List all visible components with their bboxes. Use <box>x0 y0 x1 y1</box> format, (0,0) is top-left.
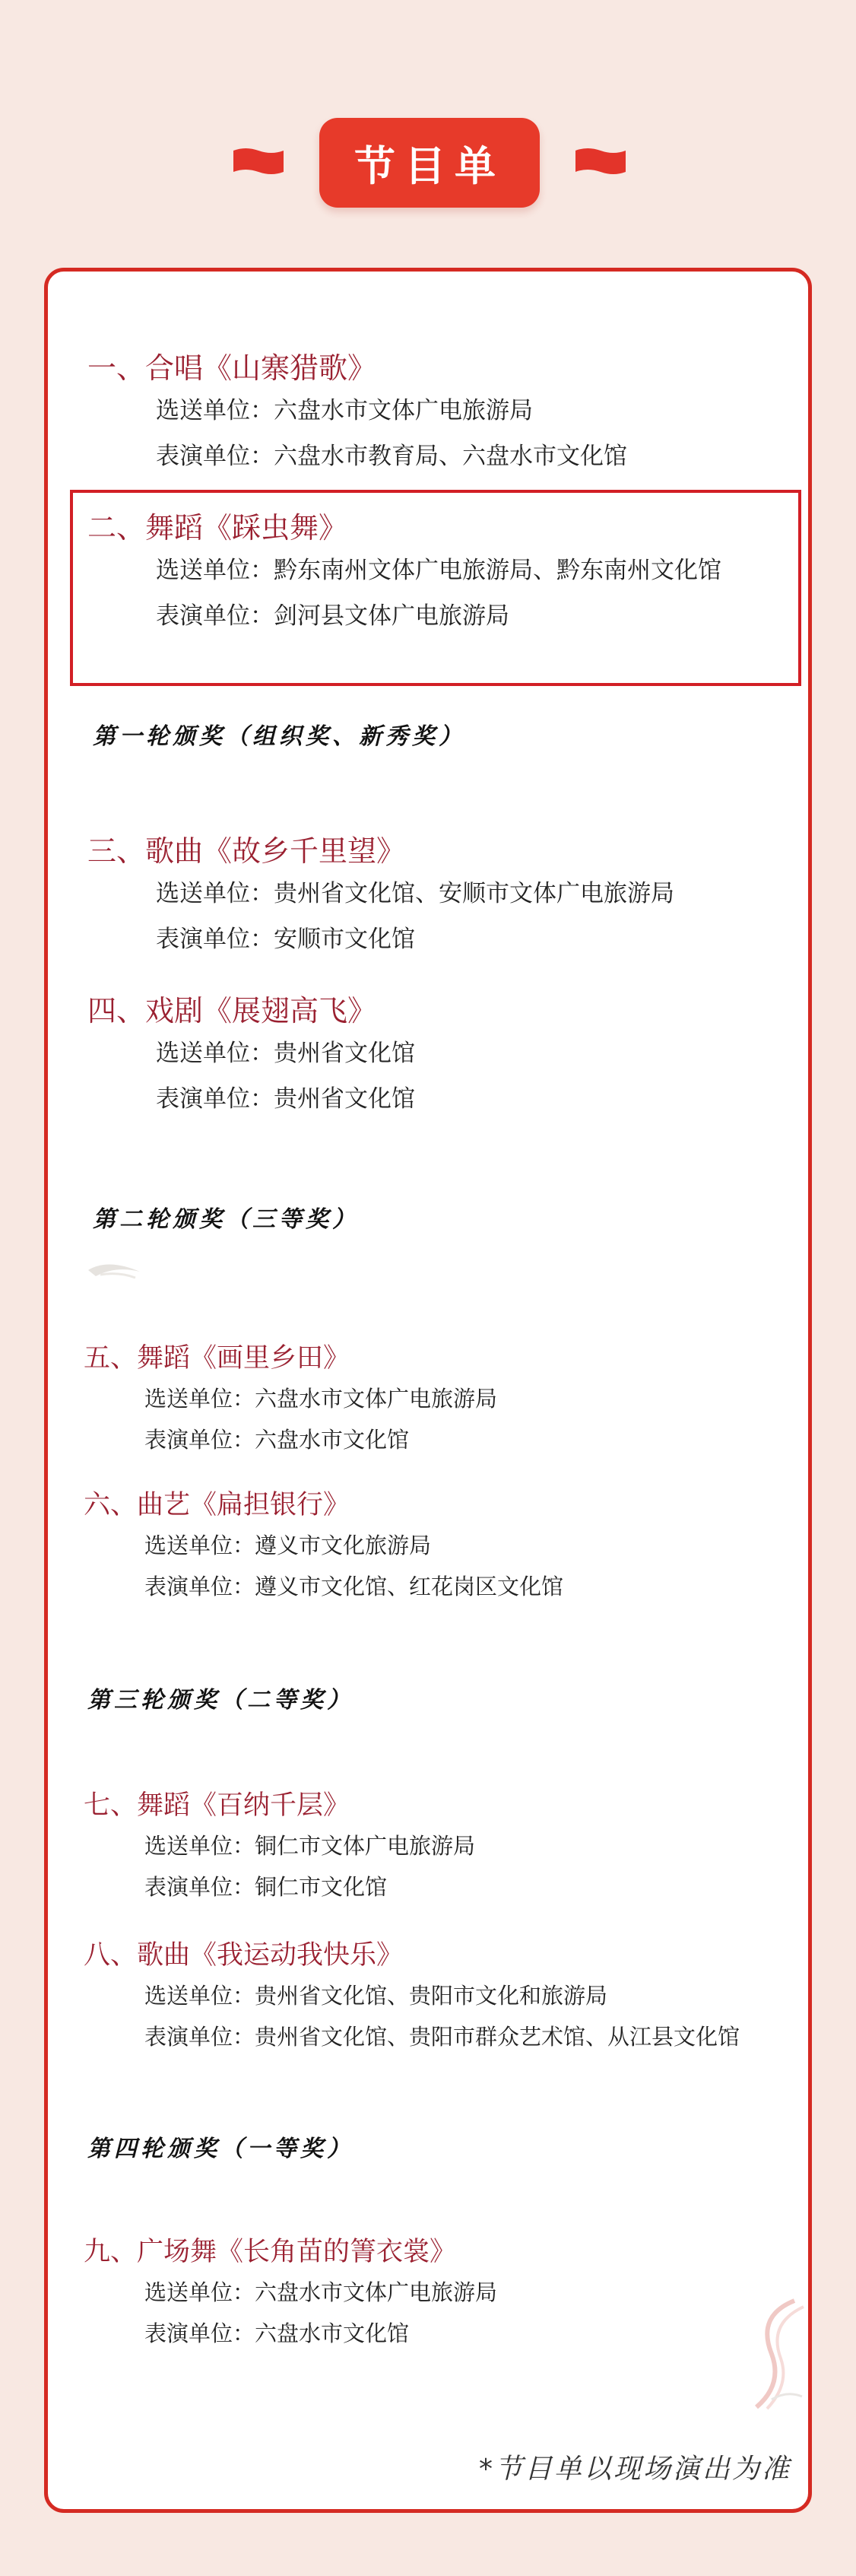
program-item <box>84 1786 475 1907</box>
program-line: 表演单位：六盘水市文化馆 <box>144 1427 410 1453</box>
program-line: 表演单位：六盘水市文化馆 <box>144 2320 410 2346</box>
program-line: 表演单位：铜仁市文化馆 <box>144 1874 388 1900</box>
award-round: 第二轮颁奖（三等奖） <box>93 1206 359 1233</box>
program-title: 二、舞蹈《踩虫舞》 <box>87 511 348 545</box>
flag-icon <box>232 146 285 176</box>
brush-stroke-decoration <box>85 1255 146 1285</box>
program-title: 六、曲艺《扁担银行》 <box>84 1490 350 1520</box>
program-item <box>84 1936 740 2057</box>
program-title: 七、舞蹈《百纳千层》 <box>84 1790 350 1821</box>
program-line: 选送单位：贵州省文化馆 <box>156 1040 415 1067</box>
award-round: 第四轮颁奖（一等奖） <box>87 2136 353 2162</box>
program-item <box>87 508 721 639</box>
program-title: 八、歌曲《我运动我快乐》 <box>84 1940 404 1971</box>
award-round: 第一轮颁奖（组织奖、新秀奖） <box>93 723 465 750</box>
program-title: 九、广场舞《长角苗的箐衣裳》 <box>84 2237 457 2267</box>
program-line: 选送单位：六盘水市文体广电旅游局 <box>144 2279 498 2305</box>
program-item <box>87 991 415 1122</box>
program-line: 选送单位：遵义市文化旅游局 <box>144 1533 432 1558</box>
program-line: 选送单位：六盘水市文体广电旅游局 <box>144 1386 498 1412</box>
program-title: 五、舞蹈《画里乡田》 <box>84 1343 350 1374</box>
program-line: 表演单位：六盘水市教育局、六盘水市文化馆 <box>156 443 627 470</box>
program-line: 表演单位：遵义市文化馆、红花岗区文化馆 <box>144 1574 564 1599</box>
program-line: 选送单位：贵州省文化馆、安顺市文体广电旅游局 <box>156 880 674 907</box>
header <box>0 114 856 213</box>
page-title: 节目单 <box>319 118 540 208</box>
program-line: 选送单位：六盘水市文体广电旅游局 <box>156 397 533 424</box>
program-title: 一、合唱《山寨猎歌》 <box>87 351 377 385</box>
program-item <box>87 348 627 479</box>
program-line: 选送单位：贵州省文化馆、贵阳市文化和旅游局 <box>144 1983 608 2009</box>
program-line: 表演单位：贵州省文化馆 <box>156 1085 415 1113</box>
program-line: 选送单位：黔东南州文体广电旅游局、黔东南州文化馆 <box>156 557 721 584</box>
program-line: 选送单位：铜仁市文体广电旅游局 <box>144 1833 476 1859</box>
program-title: 三、歌曲《故乡千里望》 <box>87 834 406 868</box>
program-line: 表演单位：剑河县文体广电旅游局 <box>156 602 509 630</box>
program-item <box>84 2232 497 2354</box>
program-item <box>87 831 674 962</box>
flag-icon <box>574 146 627 176</box>
program-title: 四、戏剧《展翅高飞》 <box>87 994 377 1028</box>
footnote: *节目单以现场演出为准 <box>478 2454 791 2485</box>
program-line: 表演单位：贵州省文化馆、贵阳市群众艺术馆、从江县文化馆 <box>144 2024 740 2050</box>
program-item <box>84 1339 497 1460</box>
award-round: 第三轮颁奖（二等奖） <box>87 1687 353 1714</box>
program-line: 表演单位：安顺市文化馆 <box>156 926 415 953</box>
ribbon-decoration <box>741 2293 810 2415</box>
program-item <box>84 1485 563 1607</box>
